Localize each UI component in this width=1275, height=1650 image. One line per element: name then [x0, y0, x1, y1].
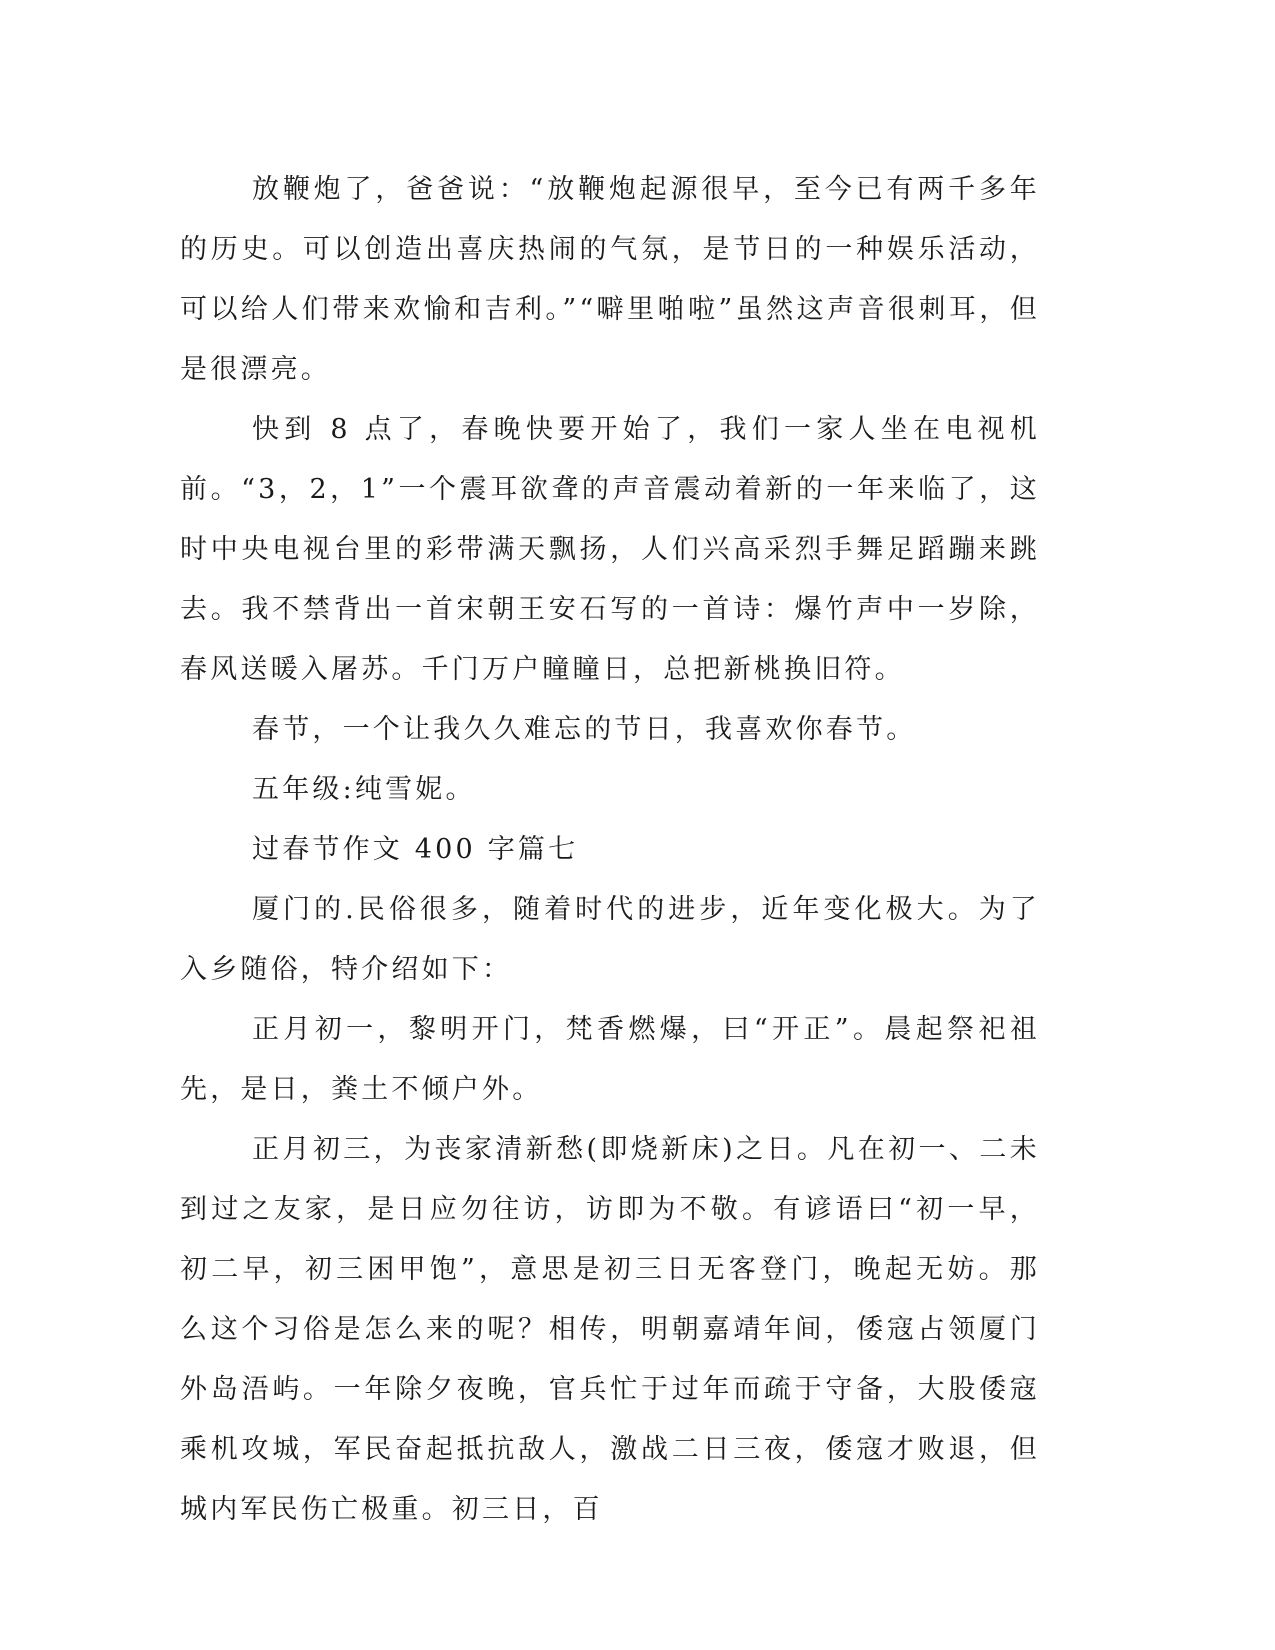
paragraph: 五年级:纯雪妮。: [252, 774, 476, 805]
paragraph: 春节，一个让我久久难忘的节日，我喜欢你春节。: [252, 714, 917, 745]
document-body: [180, 160, 1040, 1540]
section-heading: 过春节作文 400 字篇七: [252, 834, 579, 865]
paragraph: 快到 8 点了，春晚快要开始了，我们一家人坐在电视机前。“3，2，1”一个震耳欲聋的声音震动着新的一年来临了，这时中央电视台里的彩带满天飘扬，人们兴高采烈手舞足蹈蹦来跳去。我不禁背出一首宋朝王安石写的一首诗：爆竹声中一岁除，春风送暖入屠苏。千门万户瞳瞳日，总把新桃换旧符。: [180, 414, 1040, 685]
paragraph: 厦门的.民俗很多，随着时代的进步，近年变化极大。为了入乡随俗，特介绍如下：: [180, 894, 1040, 985]
paragraph: 放鞭炮了，爸爸说：“放鞭炮起源很早，至今已有两千多年的历史。可以创造出喜庆热闹的气氛，是节日的一种娱乐活动，可以给人们带来欢愉和吉利。”“噼里啪啦”虽然这声音很刺耳，但是很漂亮。: [180, 174, 1040, 385]
paragraph: 正月初一，黎明开门，梵香燃爆，曰“开正”。晨起祭祀祖先，是日，粪土不倾户外。: [180, 1014, 1040, 1105]
paragraph: 正月初三，为丧家清新愁(即烧新床)之日。凡在初一、二未到过之友家，是日应勿往访，访即为不敬。有谚语曰“初一早，初二早，初三困甲饱”，意思是初三日无客登门，晚起无妨。那么这个习俗是怎么来的呢？相传，明朝嘉靖年间，倭寇占领厦门外岛浯屿。一年除夕夜晚，官兵忙于过年而疏于守备，大股倭寇乘机攻城，军民奋起抵抗敌人，激战二日三夜，倭寇才败退，但城内军民伤亡极重。初三日，百: [180, 1134, 1040, 1525]
